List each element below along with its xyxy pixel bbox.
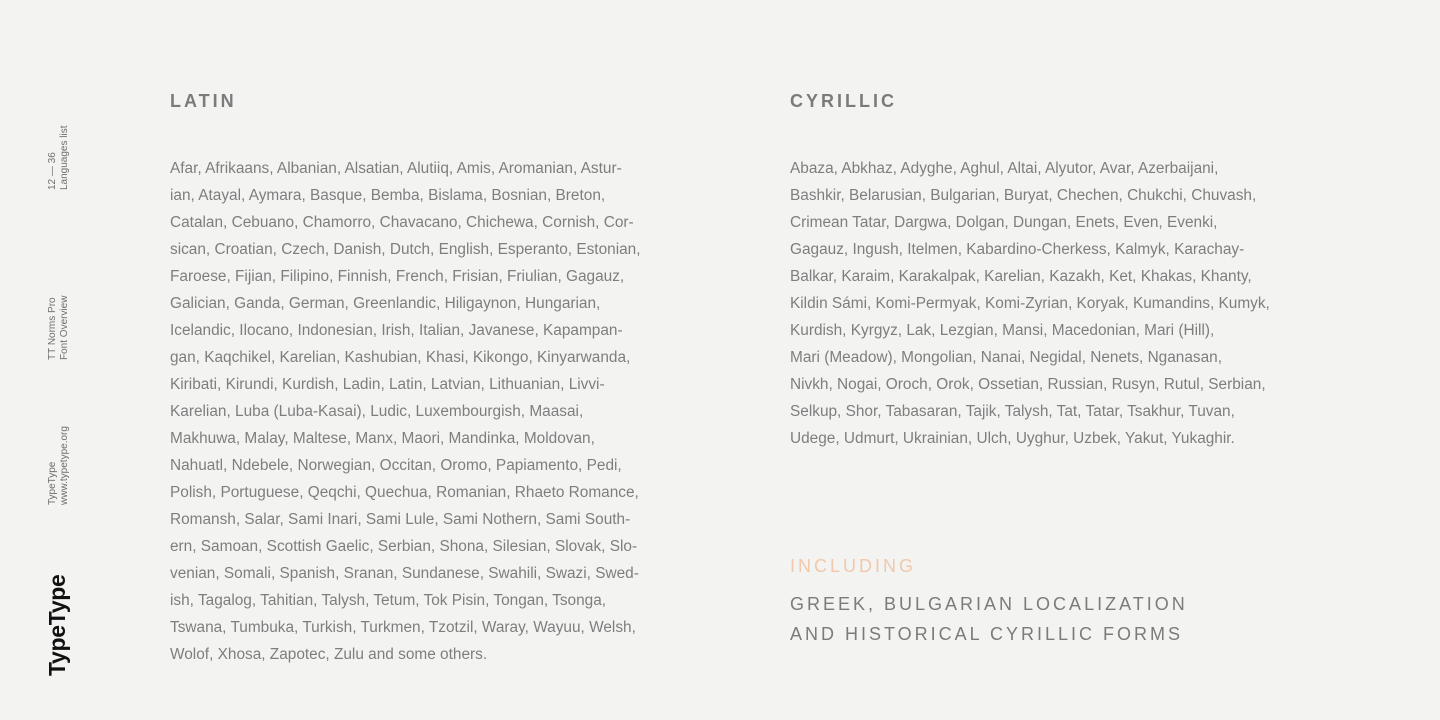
latin-heading: LATIN bbox=[170, 91, 237, 111]
latin-list-line: Faroese, Fijian, Filipino, Finnish, French, Frisian, Friulian, Gagauz, bbox=[170, 268, 625, 285]
latin-list-line: Wolof, Xhosa, Zapotec, Zulu and some others. bbox=[170, 646, 488, 663]
latin-list-line: Polish, Portuguese, Qeqchi, Quechua, Romanian, Rhaeto Romance, bbox=[170, 484, 639, 501]
typetype-logo: TypeType bbox=[44, 574, 70, 676]
product-meta bbox=[47, 296, 71, 360]
cyrillic-list-line: Udege, Udmurt, Ukrainian, Ulch, Uyghur, Uzbek, Yakut, Yukaghir. bbox=[790, 430, 1235, 447]
latin-list-line: Romansh, Salar, Sami Inari, Sami Lule, Sami Nothern, Sami South- bbox=[170, 511, 631, 528]
cyrillic-section bbox=[790, 90, 1320, 452]
cyrillic-list-line: Gagauz, Ingush, Itelmen, Kabardino-Cherkess, Kalmyk, Karachay- bbox=[790, 241, 1245, 258]
latin-list-line: ian, Atayal, Aymara, Basque, Bemba, Bislama, Bosnian, Breton, bbox=[170, 187, 606, 204]
page-range: 12 — 36 bbox=[47, 152, 58, 190]
product-name: TT Norms Pro bbox=[47, 297, 58, 360]
latin-list-line: Tswana, Tumbuka, Turkish, Turkmen, Tzotzil, Waray, Wayuu, Welsh, bbox=[170, 619, 636, 636]
latin-list-line: Icelandic, Ilocano, Indonesian, Irish, Italian, Javanese, Kapampan- bbox=[170, 322, 623, 339]
including-section bbox=[790, 555, 1188, 649]
latin-section bbox=[170, 90, 690, 668]
latin-list-line: Afar, Afrikaans, Albanian, Alsatian, Alutiiq, Amis, Aromanian, Astur- bbox=[170, 160, 622, 177]
including-text bbox=[790, 589, 1188, 649]
latin-list-line: Nahuatl, Ndebele, Norwegian, Occitan, Oromo, Papiamento, Pedi, bbox=[170, 457, 622, 474]
latin-list-line: Galician, Ganda, German, Greenlandic, Hiligaynon, Hungarian, bbox=[170, 295, 601, 312]
latin-language-list bbox=[170, 155, 690, 668]
cyrillic-list-line: Kildin Sámi, Komi-Permyak, Komi-Zyrian, Koryak, Kumandins, Kumyk, bbox=[790, 295, 1270, 312]
latin-list-line: ish, Tagalog, Tahitian, Talysh, Tetum, Tok Pisin, Tongan, Tsonga, bbox=[170, 592, 607, 609]
company-meta bbox=[47, 426, 71, 505]
cyrillic-language-list bbox=[790, 155, 1320, 452]
latin-list-line: ern, Samoan, Scottish Gaelic, Serbian, Shona, Silesian, Slovak, Slo- bbox=[170, 538, 638, 555]
product-subtitle: Font Overview bbox=[59, 295, 70, 360]
latin-list-line: Karelian, Luba (Luba-Kasai), Ludic, Luxembourgish, Maasai, bbox=[170, 403, 584, 420]
including-line: GREEK, BULGARIAN LOCALIZATION bbox=[790, 594, 1188, 614]
cyrillic-list-line: Selkup, Shor, Tabasaran, Tajik, Talysh, Tat, Tatar, Tsakhur, Tuvan, bbox=[790, 403, 1235, 420]
company-website: www.typetype.org bbox=[59, 426, 70, 505]
cyrillic-list-line: Balkar, Karaim, Karakalpak, Karelian, Kazakh, Ket, Khakas, Khanty, bbox=[790, 268, 1252, 285]
cyrillic-list-line: Abaza, Abkhaz, Adyghe, Aghul, Altai, Alyutor, Avar, Azerbaijani, bbox=[790, 160, 1219, 177]
cyrillic-list-line: Crimean Tatar, Dargwa, Dolgan, Dungan, Enets, Even, Evenki, bbox=[790, 214, 1218, 231]
latin-list-line: gan, Kaqchikel, Karelian, Kashubian, Khasi, Kikongo, Kinyarwanda, bbox=[170, 349, 631, 366]
latin-list-line: venian, Somali, Spanish, Sranan, Sundanese, Swahili, Swazi, Swed- bbox=[170, 565, 639, 582]
latin-list-line: sican, Croatian, Czech, Danish, Dutch, English, Esperanto, Estonian, bbox=[170, 241, 641, 258]
including-line: AND HISTORICAL CYRILLIC FORMS bbox=[790, 624, 1184, 644]
cyrillic-heading: CYRILLIC bbox=[790, 91, 897, 111]
cyrillic-list-line: Mari (Meadow), Mongolian, Nanai, Negidal, Nenets, Nganasan, bbox=[790, 349, 1223, 366]
page-range-meta bbox=[47, 126, 71, 191]
cyrillic-list-line: Kurdish, Kyrgyz, Lak, Lezgian, Mansi, Macedonian, Mari (Hill), bbox=[790, 322, 1215, 339]
including-label: INCLUDING bbox=[790, 556, 917, 576]
cyrillic-list-line: Nivkh, Nogai, Oroch, Orok, Ossetian, Russian, Rusyn, Rutul, Serbian, bbox=[790, 376, 1266, 393]
latin-list-line: Catalan, Cebuano, Chamorro, Chavacano, Chichewa, Cornish, Cor- bbox=[170, 214, 634, 231]
cyrillic-list-line: Bashkir, Belarusian, Bulgarian, Buryat, Chechen, Chukchi, Chuvash, bbox=[790, 187, 1257, 204]
latin-list-line: Makhuwa, Malay, Maltese, Manx, Maori, Mandinka, Moldovan, bbox=[170, 430, 595, 447]
section-name: Languages list bbox=[59, 125, 70, 190]
company-name: TypeType bbox=[47, 461, 58, 505]
latin-list-line: Kiribati, Kirundi, Kurdish, Ladin, Latin, Latvian, Lithuanian, Livvi- bbox=[170, 376, 605, 393]
